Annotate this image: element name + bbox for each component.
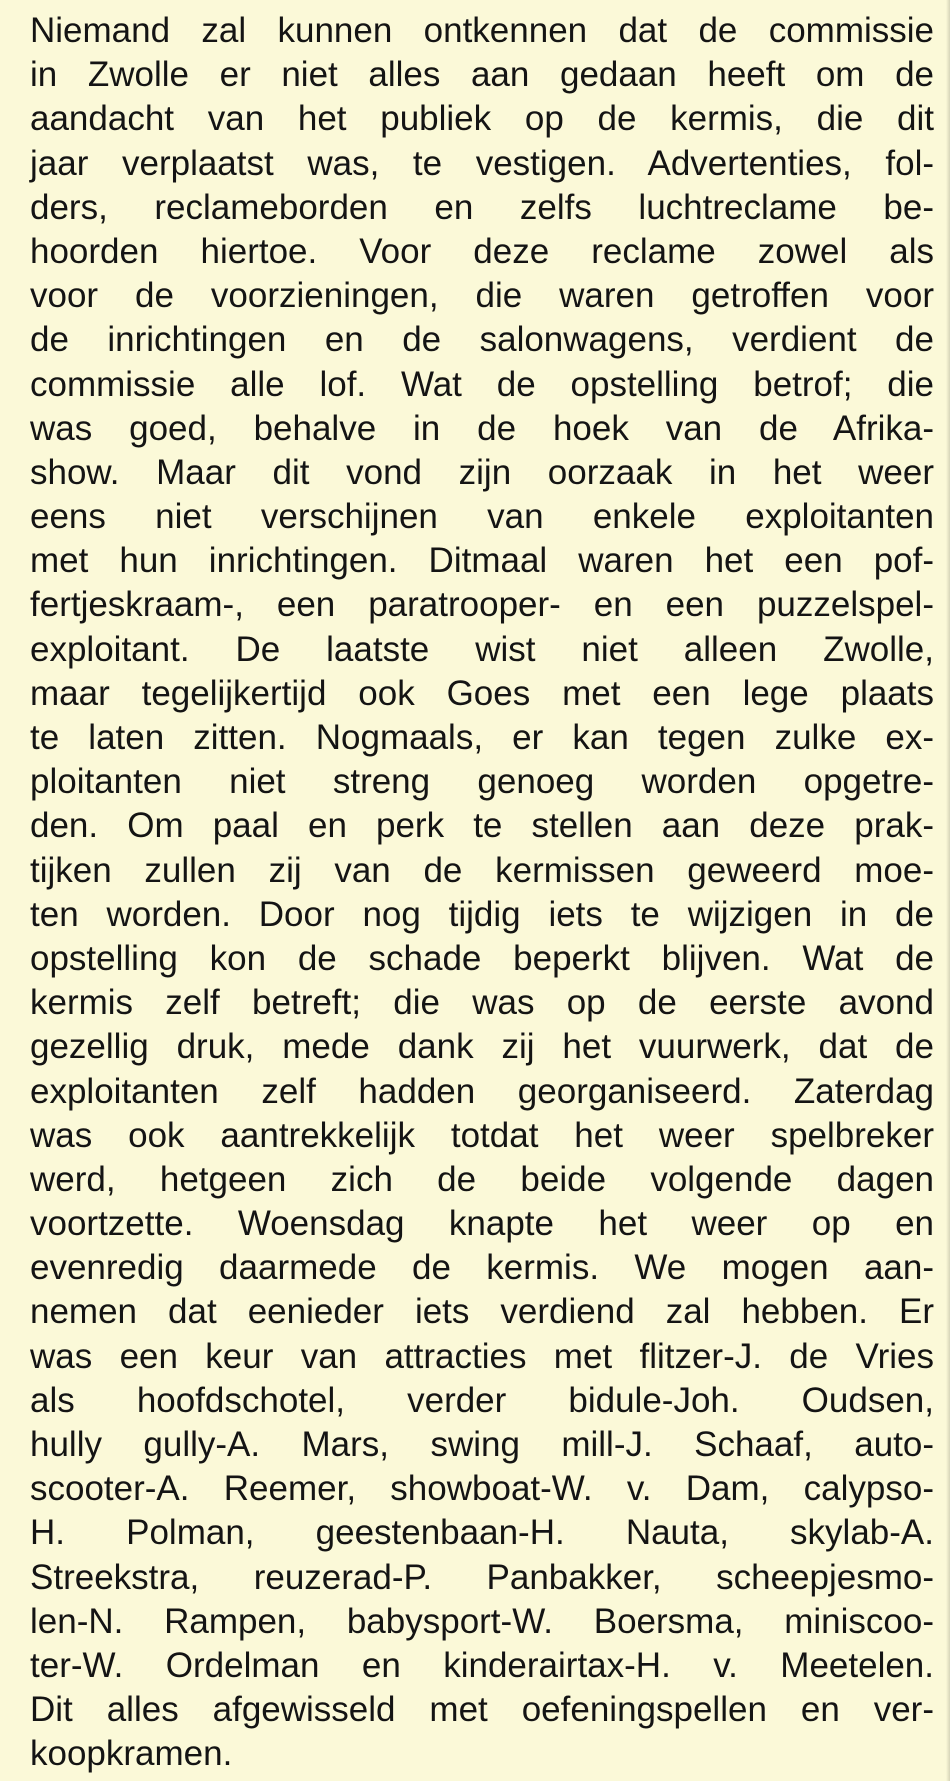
text-line-2: in Zwolle er niet alles aan gedaan heeft om de bbox=[30, 55, 934, 95]
text-line-26: was ook aantrekkelijk totdat het weer spelbreker bbox=[30, 1115, 934, 1155]
text-line-24: gezellig druk, mede dank zij het vuurwerk, dat de bbox=[30, 1027, 934, 1067]
text-line-9: commissie alle lof. Wat de opstelling betrof; die bbox=[30, 364, 934, 404]
article-text bbox=[30, 9, 934, 1777]
text-line-40: koopkramen. bbox=[30, 1734, 233, 1774]
text-line-21: ten worden. Door nog tijdig iets te wijzigen in de bbox=[30, 894, 934, 934]
text-line-22: opstelling kon de schade beperkt blijven. Wat de bbox=[30, 938, 934, 978]
text-line-33: hully gully-A. Mars, swing mill-J. Schaaf, auto- bbox=[30, 1425, 934, 1464]
text-line-7: voor de voorzieningen, die waren getroffen voor bbox=[30, 276, 934, 316]
text-line-34: scooter-A. Reemer, showboat-W. v. Dam, calypso- bbox=[30, 1469, 934, 1509]
text-line-35: H. Polman, geestenbaan-H. Nauta, skylab-A. bbox=[30, 1513, 934, 1553]
text-line-28: voortzette. Woensdag knapte het weer op en bbox=[30, 1204, 934, 1244]
text-line-31: was een keur van attracties met flitzer-J. de Vries bbox=[30, 1336, 934, 1376]
text-line-16: maar tegelijkertijd ook Goes met een lege plaats bbox=[30, 673, 934, 713]
text-line-25: exploitanten zelf hadden georganiseerd. Zaterdag bbox=[30, 1071, 934, 1111]
text-line-4: jaar verplaatst was, te vestigen. Advertenties, fol- bbox=[30, 143, 934, 183]
text-line-8: de inrichtingen en de salonwagens, verdient de bbox=[30, 320, 934, 360]
text-line-38: ter-W. Ordelman en kinderairtax-H. v. Meetelen. bbox=[30, 1645, 934, 1685]
text-line-12: eens niet verschijnen van enkele exploitanten bbox=[30, 497, 934, 537]
text-line-19: den. Om paal en perk te stellen aan deze prak- bbox=[30, 806, 934, 846]
text-line-29: evenredig daarmede de kermis. We mogen aan- bbox=[30, 1248, 934, 1288]
text-line-23: kermis zelf betreft; die was op de eerste avond bbox=[30, 983, 934, 1023]
text-line-37: len-N. Rampen, babysport-W. Boersma, miniscoo- bbox=[30, 1601, 934, 1641]
text-line-18: ploitanten niet streng genoeg worden opgetre- bbox=[30, 762, 934, 802]
text-line-27: werd, hetgeen zich de beide volgende dagen bbox=[30, 1159, 934, 1199]
page-edge-shadow bbox=[946, 0, 950, 1781]
text-line-20: tijken zullen zij van de kermissen geweerd moe- bbox=[30, 850, 934, 890]
text-line-14: fertjeskraam-, een paratrooper- en een puzzelspel- bbox=[30, 585, 934, 625]
text-line-1: Niemand zal kunnen ontkennen dat de commissie bbox=[30, 11, 934, 50]
text-line-5: ders, reclameborden en zelfs luchtreclame be- bbox=[30, 187, 934, 227]
text-line-13: met hun inrichtingen. Ditmaal waren het een pof- bbox=[30, 541, 934, 581]
text-line-36: Streekstra, reuzerad-P. Panbakker, scheepjesmo- bbox=[30, 1557, 934, 1597]
text-line-17: te laten zitten. Nogmaals, er kan tegen zulke ex- bbox=[30, 718, 934, 757]
text-line-15: exploitant. De laatste wist niet alleen Zwolle, bbox=[30, 629, 934, 669]
text-line-30: nemen dat eenieder iets verdiend zal hebben. Er bbox=[30, 1292, 934, 1332]
text-line-39: Dit alles afgewisseld met oefeningspellen en ver- bbox=[30, 1690, 934, 1730]
text-line-10: was goed, behalve in de hoek van de Afrika- bbox=[30, 408, 934, 448]
text-line-6: hoorden hiertoe. Voor deze reclame zowel als bbox=[30, 231, 934, 271]
text-line-3: aandacht van het publiek op de kermis, die dit bbox=[30, 99, 934, 139]
text-line-32: als hoofdschotel, verder bidule-Joh. Oudsen, bbox=[30, 1380, 934, 1420]
text-line-11: show. Maar dit vond zijn oorzaak in het weer bbox=[30, 452, 934, 492]
